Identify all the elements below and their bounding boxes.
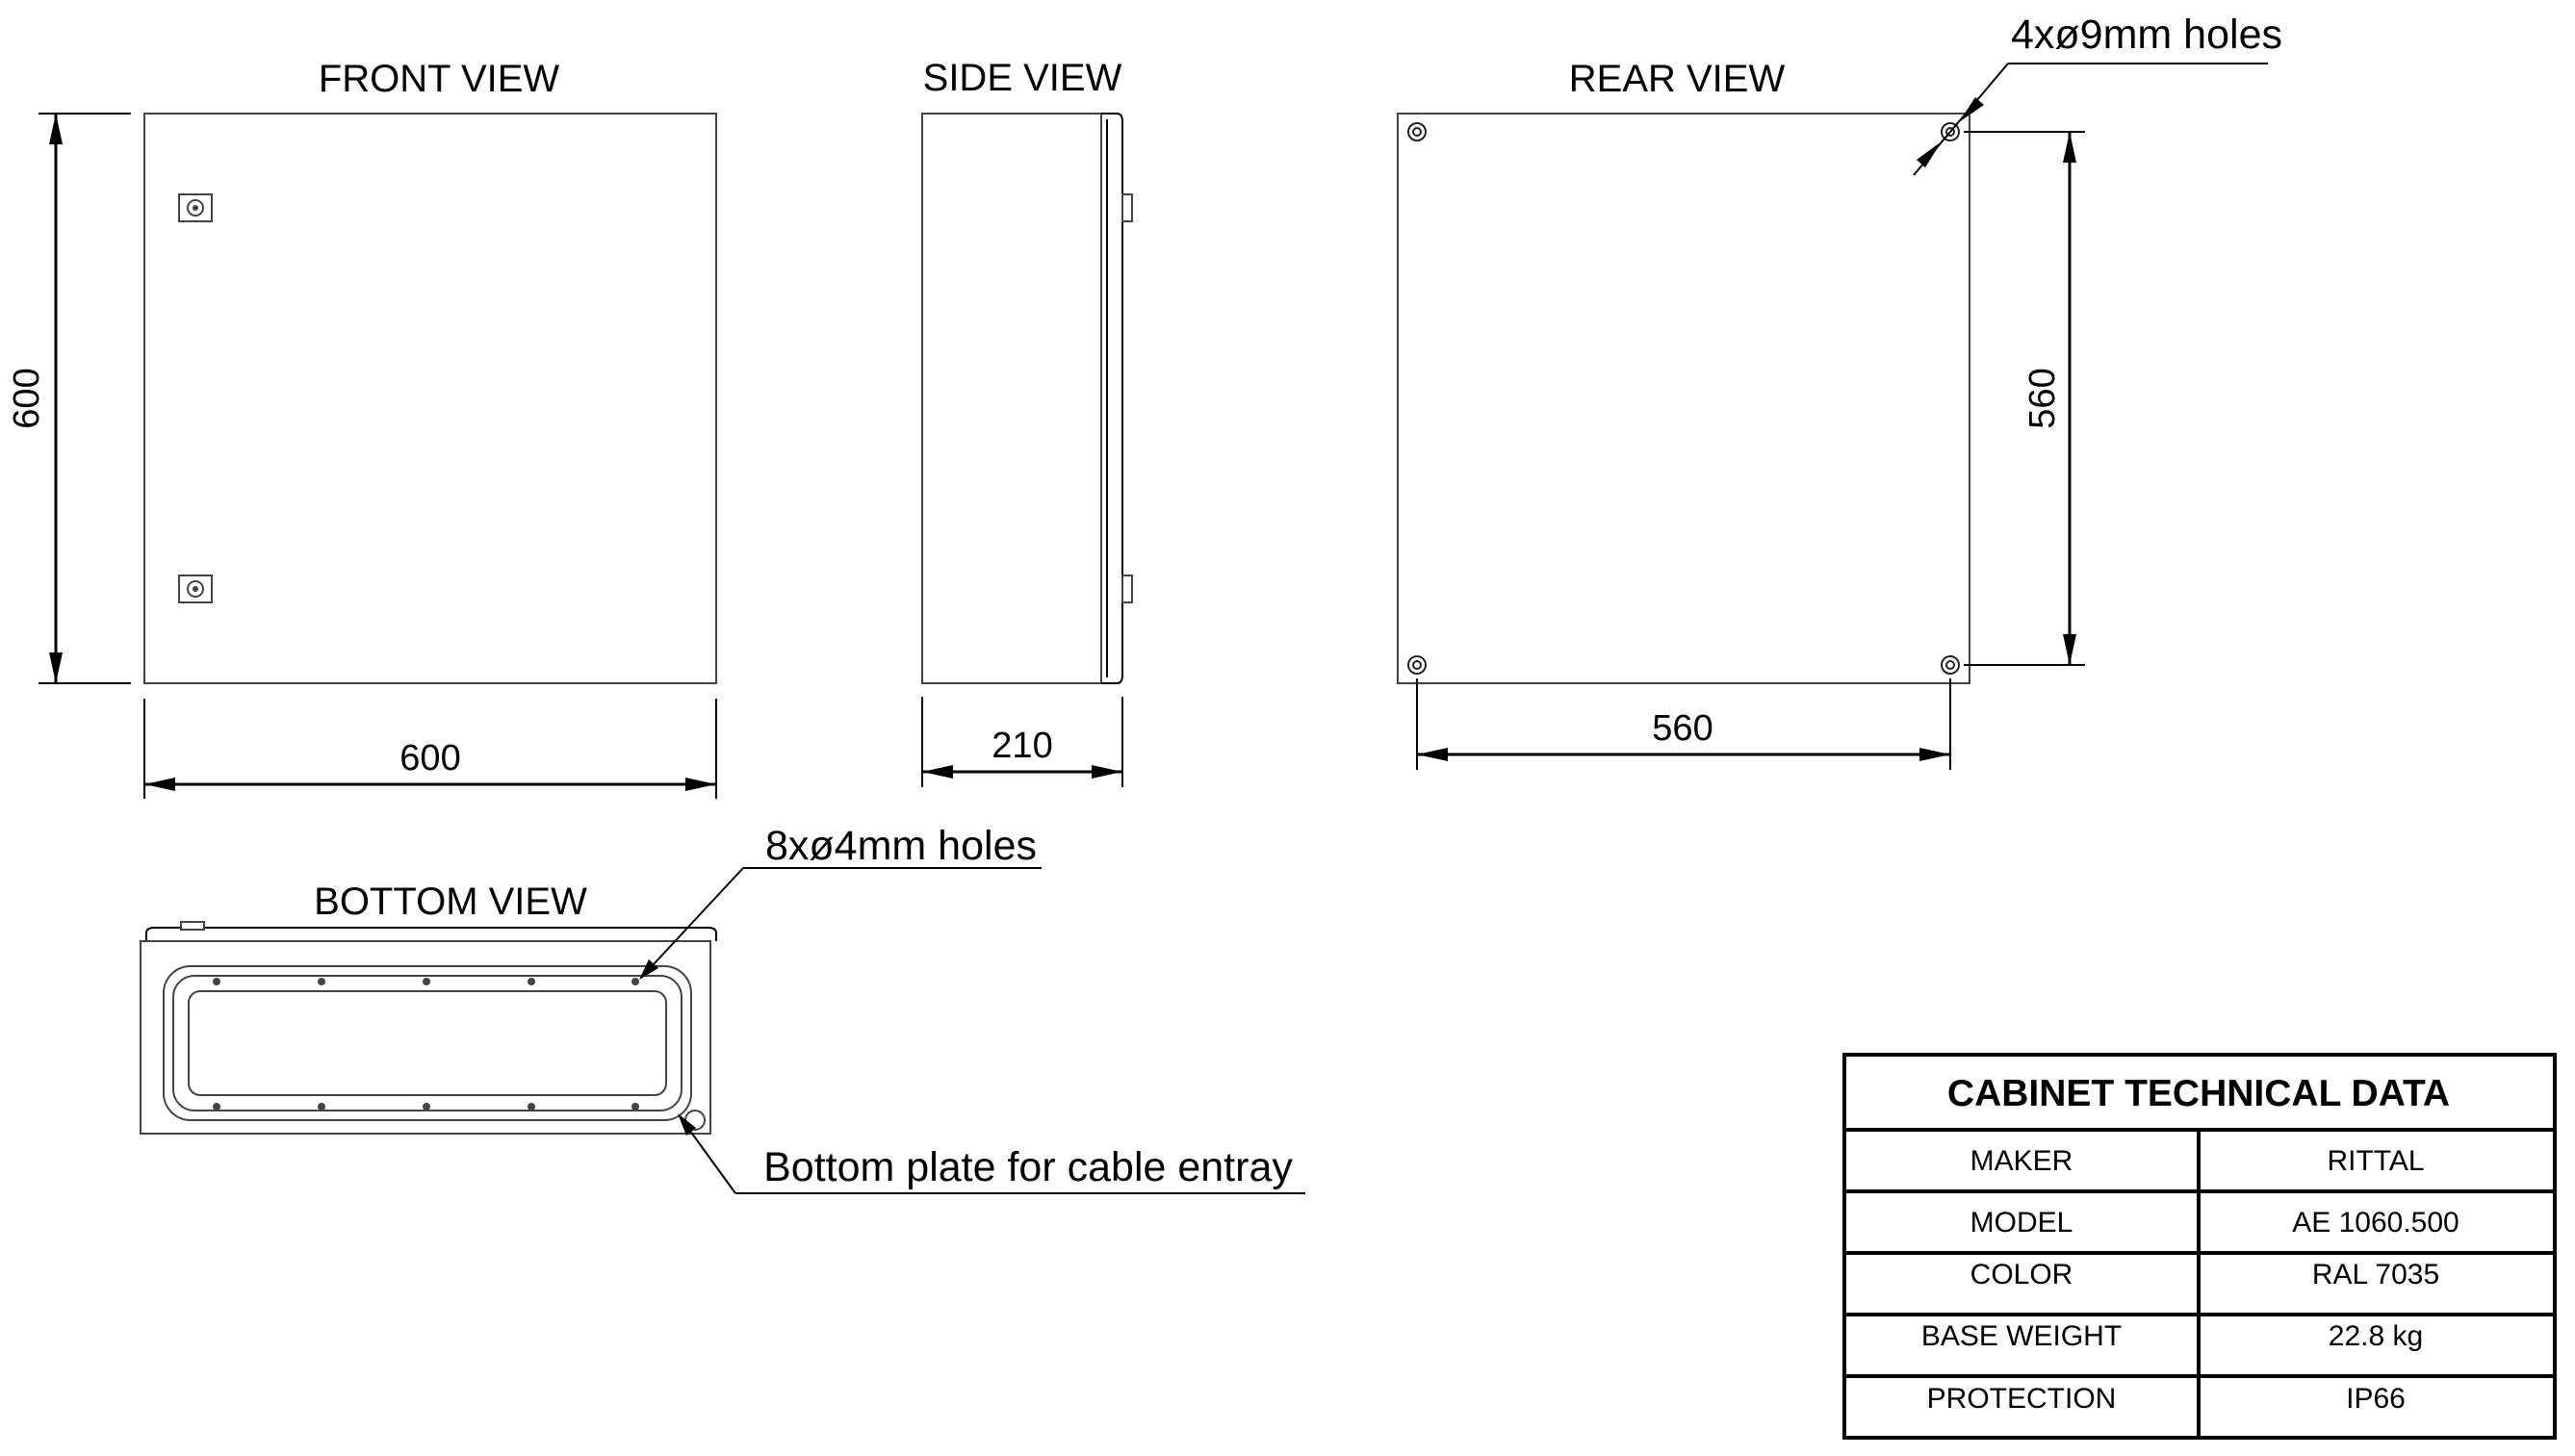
bottom-hole [631, 1103, 639, 1111]
front-height-dimension [39, 114, 131, 683]
front-view [7, 58, 716, 799]
bottom-hole [213, 978, 220, 985]
table-cell-label: MAKER [1970, 1145, 2073, 1177]
bottom-hole [528, 1103, 535, 1111]
rear-width-label: 560 [1652, 708, 1713, 749]
rear-mounting-hole [1408, 123, 1426, 140]
bottom-holes-note: 8xø4mm holes [765, 823, 1037, 869]
side-view [922, 57, 1132, 787]
bottom-hole [213, 1103, 220, 1111]
table-cell-label: COLOR [1970, 1259, 2073, 1290]
rear-height-label: 560 [2022, 368, 2063, 429]
rear-view [1398, 12, 2282, 770]
side-door-edge [1101, 114, 1122, 683]
table-cell-label: PROTECTION [1926, 1383, 2117, 1415]
rear-holes-note: 4xø9mm holes [2011, 12, 2282, 58]
technical-data-table [1844, 1055, 2555, 1438]
bottom-hole [631, 978, 639, 985]
bottom-hole [528, 978, 535, 985]
table-cell-value: AE 1060.500 [2292, 1207, 2459, 1239]
bottom-view [141, 823, 1305, 1193]
table-cell-value: 22.8 kg [2328, 1320, 2424, 1352]
front-view-title: FRONT VIEW [318, 58, 560, 100]
bottom-hole [423, 1103, 430, 1111]
bottom-hole [423, 978, 430, 985]
side-depth-label: 210 [991, 726, 1053, 766]
table-cell-value: RITTAL [2327, 1145, 2425, 1177]
table-cell-label: BASE WEIGHT [1920, 1320, 2123, 1352]
rear-view-title: REAR VIEW [1568, 58, 1786, 100]
table-cell-value: IP66 [2346, 1383, 2406, 1415]
bottom-hole [318, 978, 325, 985]
rear-mounting-hole [1942, 656, 1959, 674]
front-height-label: 600 [7, 368, 47, 429]
rear-panel [1398, 114, 1970, 683]
side-view-title: SIDE VIEW [922, 57, 1122, 99]
side-body [922, 114, 1101, 683]
table-cell-value: RAL 7035 [2311, 1259, 2440, 1290]
bottom-view-title: BOTTOM VIEW [314, 881, 587, 923]
front-lock-top [179, 194, 212, 221]
front-width-label: 600 [399, 738, 461, 779]
bottom-hole [318, 1103, 325, 1111]
table-title: CABINET TECHNICAL DATA [1946, 1073, 2451, 1114]
rear-mounting-hole [1408, 656, 1426, 674]
side-hinge-top [1122, 194, 1132, 221]
front-door [144, 114, 716, 683]
side-hinge-bottom [1122, 575, 1132, 602]
bottom-plate-note: Bottom plate for cable entray [763, 1144, 1293, 1190]
table-cell-label: MODEL [1970, 1207, 2073, 1239]
front-lock-bottom [179, 575, 212, 602]
